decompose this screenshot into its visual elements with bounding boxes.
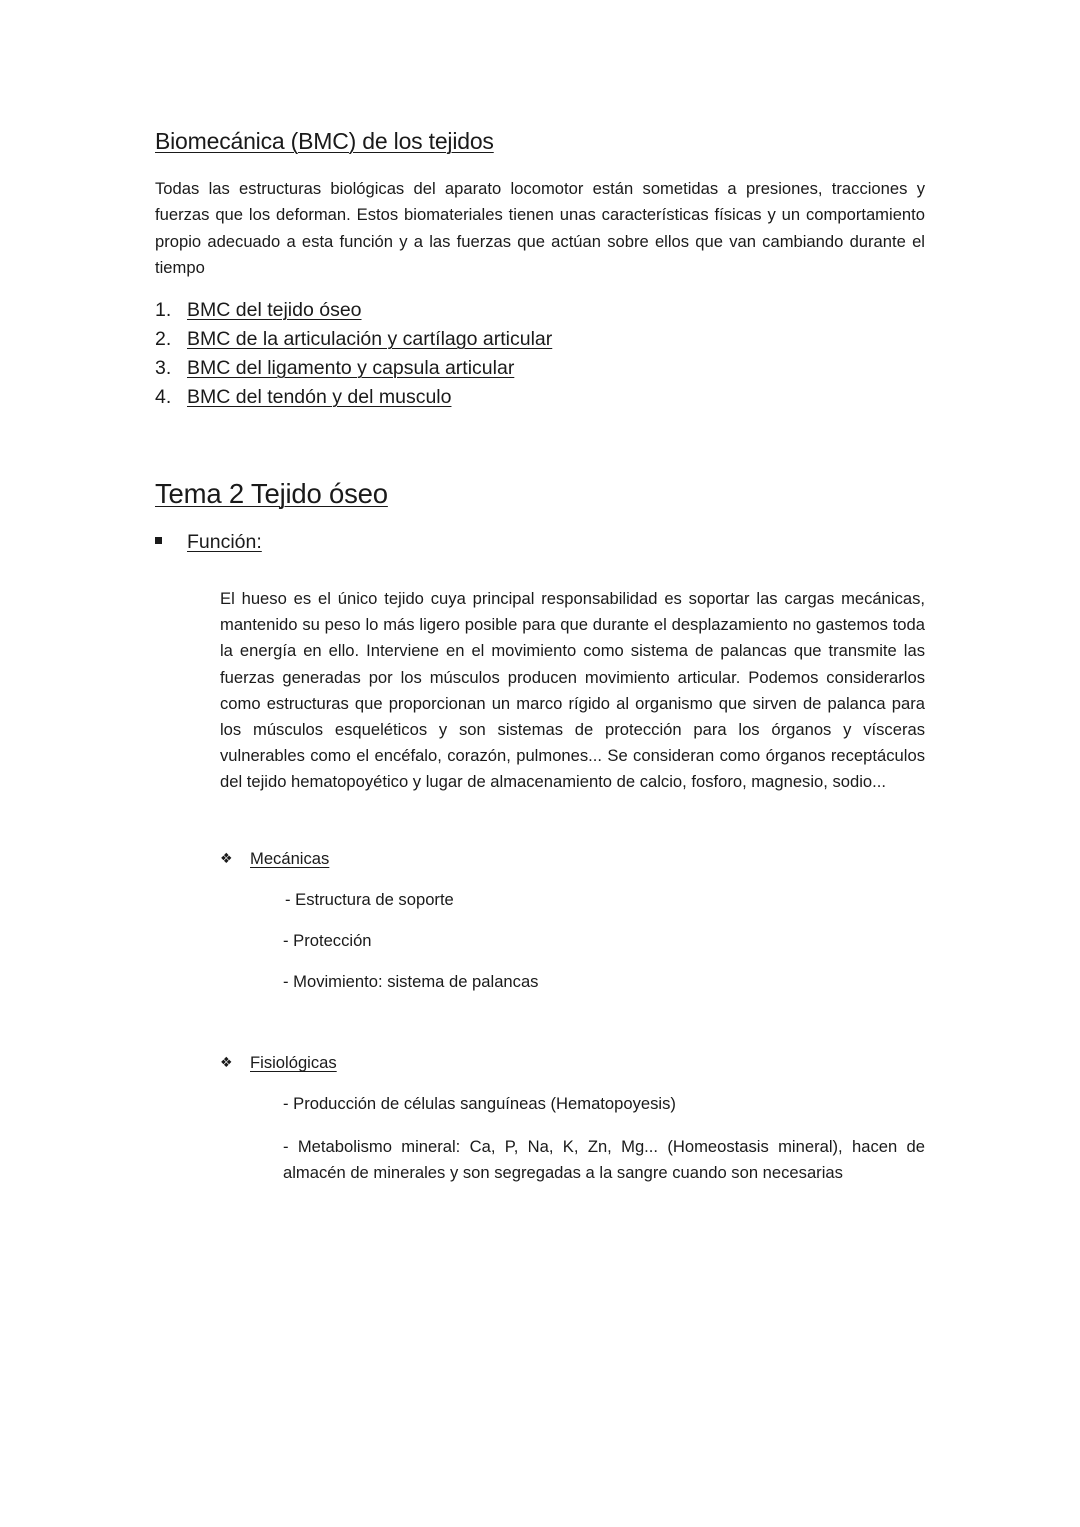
toc-item-number: 3. (155, 357, 172, 379)
funcion-label: Función: (187, 531, 262, 553)
mecanicas-item: - Protección (283, 931, 372, 950)
toc-item-label: BMC del tendón y del musculo (187, 386, 452, 408)
mecanicas-item: - Movimiento: sistema de palancas (283, 972, 539, 991)
fisiologicas-item: - Metabolismo mineral: Ca, P, Na, K, Zn, Mg... (Homeostasis mineral), hacen de almacén de minerales y son segregadas a la sangre cuando son necesarias (283, 1137, 925, 1183)
square-bullet-icon (155, 537, 162, 544)
toc-item (155, 383, 552, 412)
toc-item-number: 2. (155, 328, 172, 350)
diamond-bullet-icon: ❖ (220, 850, 233, 867)
mecanicas-item: - Estructura de soporte (285, 890, 454, 909)
diamond-bullet-icon: ❖ (220, 1054, 233, 1071)
toc-item (155, 325, 552, 354)
mecanicas-heading (220, 849, 329, 869)
toc-item-label: BMC del ligamento y capsula articular (187, 357, 515, 379)
mecanicas-label: Mecánicas (250, 849, 330, 868)
fisiologicas-item: - Producción de células sanguíneas (Hematopoyesis) (283, 1094, 676, 1113)
toc-item-number: 1. (155, 299, 172, 321)
toc-item-label: BMC de la articulación y cartílago articular (187, 328, 553, 350)
toc-item (155, 296, 552, 325)
toc-item (155, 354, 552, 383)
fisiologicas-label: Fisiológicas (250, 1053, 337, 1072)
toc-item-number: 4. (155, 386, 172, 408)
funcion-paragraph: El hueso es el único tejido cuya principal responsabilidad es soportar las cargas mecánicas, mantenido su peso lo más ligero posible para que durante el desplazamiento no gastemos toda la energía en ello. Interviene en el movimiento como sistema de palancas que transmite las fuerzas generadas por los músculos producen movimiento articular. Podemos considerarlos como estructuras que proporcionan un marco rígido al organismo que sirven de palanca para los músculos esqueléticos y son sistemas de protección para los órganos y vísceras vulnerables como el encéfalo, corazón, pulmones... Se consideran como órganos receptáculos del tejido hematopoyético y lugar de almacenamiento de calcio, fosforo, magnesio, sodio... (220, 589, 925, 792)
toc-list (155, 296, 552, 412)
intro-paragraph: Todas las estructuras biológicas del aparato locomotor están sometidas a presiones, tracciones y fuerzas que los deforman. Estos biomateriales tienen unas características físicas y un comportamiento propio adecuado a esta función y a las fuerzas que actúan sobre ellos que van cambiando durante el tiempo (155, 179, 925, 278)
tema-title: Tema 2 Tejido óseo (155, 478, 388, 509)
toc-item-label: BMC del tejido óseo (187, 299, 362, 321)
section-title: Biomecánica (BMC) de los tejidos (155, 128, 494, 154)
fisiologicas-heading (220, 1053, 337, 1073)
funcion-heading (155, 531, 262, 554)
